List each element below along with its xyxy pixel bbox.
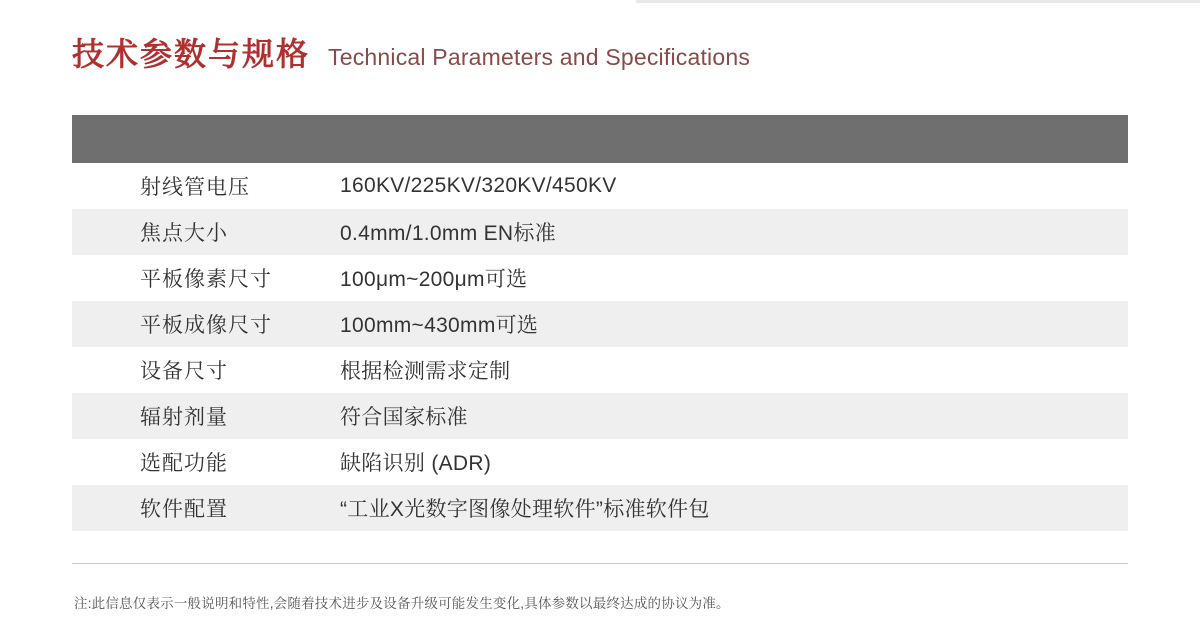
row-value: 100mm~430mm可选	[340, 314, 539, 337]
row-value: 根据检测需求定制	[340, 360, 511, 383]
table-header-bar	[72, 115, 1128, 163]
row-value: “工业X光数字图像处理软件”标准软件包	[340, 498, 710, 521]
table-row	[72, 301, 1128, 347]
table-row	[72, 163, 1128, 209]
page-header	[72, 38, 750, 70]
table-row	[72, 485, 1128, 531]
table-bottom-divider	[72, 563, 1128, 564]
row-label: 焦点大小	[140, 222, 228, 245]
row-label: 软件配置	[140, 498, 228, 521]
table-row	[72, 393, 1128, 439]
table-row	[72, 347, 1128, 393]
top-edge-line	[636, 0, 1200, 3]
row-value: 0.4mm/1.0mm EN标准	[340, 222, 556, 245]
row-label: 设备尺寸	[140, 360, 228, 383]
row-value: 100μm~200μm可选	[340, 268, 528, 291]
table-row	[72, 255, 1128, 301]
specs-table	[72, 115, 1128, 531]
table-row	[72, 439, 1128, 485]
row-label: 平板成像尺寸	[140, 314, 272, 337]
footnote: 注:此信息仅表示一般说明和特性,会随着技术进步及设备升级可能发生变化,具体参数以最终达成的协议为准。	[74, 596, 730, 611]
page-title-cn: 技术参数与规格	[72, 36, 311, 72]
row-value: 缺陷识别 (ADR)	[340, 452, 492, 475]
row-label: 选配功能	[140, 452, 228, 475]
specs-table-body	[72, 163, 1128, 531]
row-value: 符合国家标准	[340, 406, 468, 429]
row-value: 160KV/225KV/320KV/450KV	[340, 174, 617, 197]
table-row	[72, 209, 1128, 255]
row-label: 射线管电压	[140, 176, 250, 199]
row-label: 平板像素尺寸	[140, 268, 272, 291]
page-title-en: Technical Parameters and Specifications	[328, 44, 751, 70]
row-label: 辐射剂量	[140, 406, 228, 429]
